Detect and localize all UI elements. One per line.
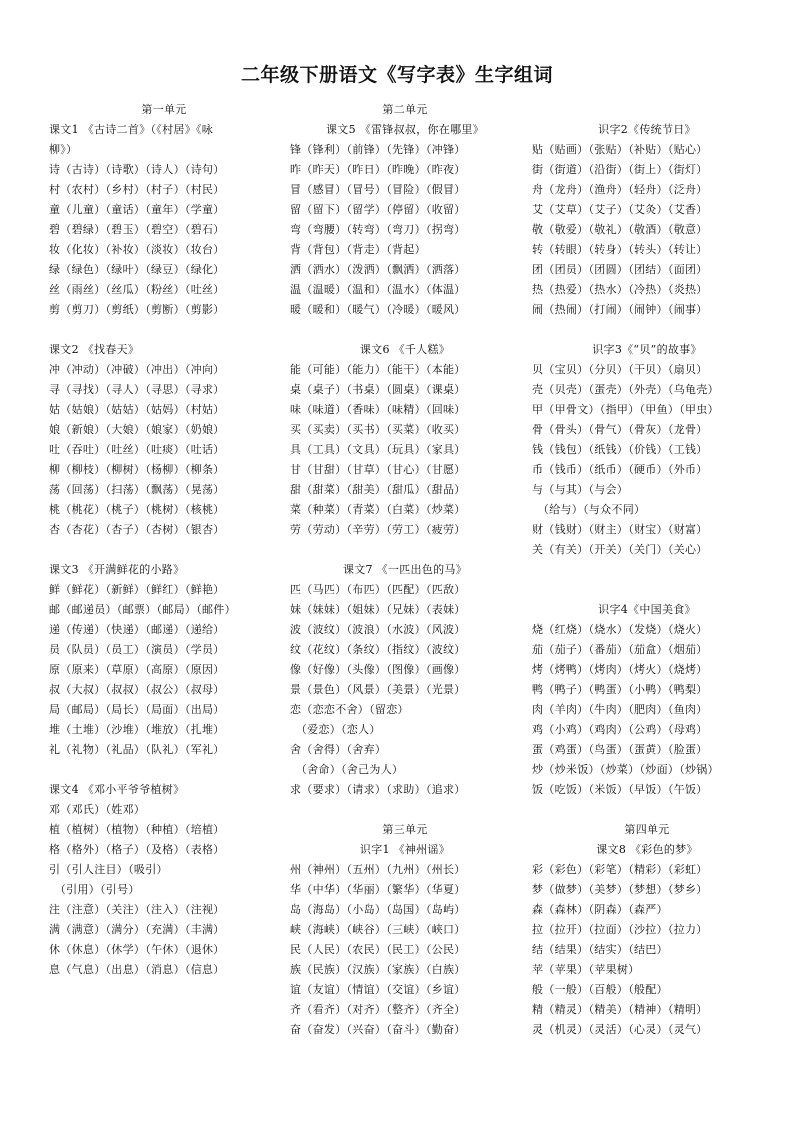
vocab-line: 甜（甜菜）（甜美）（甜瓜）（甜品）: [290, 483, 466, 496]
vocab-line: （舍命）（舍己为人）: [290, 763, 404, 776]
vocab-line: 休（休息）（休学）（午休）（退休）: [49, 943, 225, 956]
vocab-line: 剪（剪刀）（剪纸）（剪断）（剪影）: [49, 303, 225, 316]
vocab-line: 局（邮局）（局长）（局面）（出局）: [49, 703, 225, 716]
vocab-line: 华（中华）（华丽）（繁华）（华夏）: [290, 883, 466, 896]
vocab-line: 恋（恋恋不舍）（留恋）: [290, 703, 409, 716]
column-3: [532, 100, 762, 1040]
vocab-line: 姑（姑娘）（姑姑）（姑妈）（村姑）: [49, 403, 225, 416]
vocab-line: 纹（花纹）（条纹）（指纹）（波纹）: [290, 643, 466, 656]
vocab-line: 灵（机灵）（灵活）（心灵）（灵气）: [532, 1023, 708, 1036]
lesson-heading: 识字4《中国美食》: [598, 603, 696, 616]
vocab-line: 丝（雨丝）（丝瓜）（粉丝）（吐丝）: [49, 283, 225, 296]
vocab-line: （引用）（引号）: [49, 883, 140, 896]
vocab-line: 温（温暖）（温和）（温水）（体温）: [290, 283, 466, 296]
vocab-line: 烤（烤鸭）（烤肉）（烤火）（烧烤）: [532, 663, 708, 676]
vocab-line: 寻（寻找）（寻人）（寻思）（寻求）: [49, 383, 225, 396]
vocab-line: 妹（妹妹）（姐妹）（兄妹）（表妹）: [290, 603, 466, 616]
vocab-line: 妆（化妆）（补妆）（淡妆）（妆台）: [49, 243, 225, 256]
vocab-line: 财（钱财）（财主）（财宝）（财富）: [532, 523, 708, 536]
vocab-line: 饭（吃饭）（米饭）（早饭）（午饭）: [532, 783, 708, 796]
lesson-heading: 课文1 《古诗二首》（《村居》《咏: [49, 123, 214, 136]
vocab-line: 蛋（鸡蛋）（鸟蛋）（蛋黄）（脸蛋）: [532, 743, 708, 756]
vocab-line: 绿（绿色）（绿叶）（绿豆）（绿化）: [49, 263, 225, 276]
vocab-line: 息（气息）（出息）（消息）（信息）: [49, 963, 225, 976]
vocab-line: 民（人民）（农民）（民工）（公民）: [290, 943, 466, 956]
vocab-line: 街（街道）（沿街）（街上）（街灯）: [532, 163, 708, 176]
unit-heading: 第一单元: [141, 103, 187, 116]
lesson-heading: 识字1 《神州谣》: [359, 843, 451, 856]
lesson-heading: 课文6 《千人糕》: [359, 343, 451, 356]
vocab-line: 桃（桃花）（桃子）（桃树）（核桃）: [49, 503, 225, 516]
vocab-line: 甲（甲骨文）（指甲）（甲鱼）（甲虫）: [532, 403, 719, 416]
lesson-heading: 识字3《“贝”的故事》: [592, 343, 702, 356]
lesson-section: [49, 780, 279, 980]
vocab-line: 闹（热闹）（打闹）（闹钟）（闹事）: [532, 303, 708, 316]
unit-heading: 第三单元: [382, 823, 428, 836]
vocab-line: 壳（贝壳）（蛋壳）（外壳）（乌龟壳）: [532, 383, 719, 396]
vocab-line: 留（留下）（留学）（停留）（收留）: [290, 203, 466, 216]
lesson-heading: 课文2 《找春天》: [49, 343, 140, 356]
vocab-line: 敬（敬爱）（敬礼）（敬酒）（敬意）: [532, 223, 708, 236]
lesson-heading: 课文4 《邓小平爷爷植树》: [49, 783, 185, 796]
vocab-line: 鲜（鲜花）（新鲜）（鲜红）（鲜艳）: [49, 583, 225, 596]
vocab-line: 森（森林）（阴森）（森严）: [532, 903, 668, 916]
vocab-line: 背（背包）（背走）（背起）: [290, 243, 426, 256]
vocab-line: 具（工具）（文具）（玩具）（家具）: [290, 443, 466, 456]
vocab-line: 奋（奋发）（兴奋）（奋斗）（勤奋）: [290, 1023, 466, 1036]
vocab-line: 冲（冲动）（冲破）（冲出）（冲向）: [49, 363, 225, 376]
vocab-line: 炒（炒米饭）（炒菜）（炒面）（炒锅）: [532, 763, 719, 776]
lesson-section: [49, 100, 279, 340]
vocab-line: 鸡（小鸡）（鸡肉）（公鸡）（母鸡）: [532, 723, 708, 736]
vocab-line: 舟（龙舟）（渔舟）（轻舟）（泛舟）: [532, 183, 708, 196]
vocab-line: 邓（邓氏）（姓邓）: [49, 803, 146, 816]
lesson-section: [49, 340, 279, 560]
page-title: 二年级下册语文《写字表》生字组词: [240, 64, 553, 86]
vocab-line: 州（神州）（五州）（九州）（州长）: [290, 863, 466, 876]
vocab-line: 菜（种菜）（青菜）（白菜）（炒菜）: [290, 503, 466, 516]
vocab-line: 碧（碧绿）（碧玉）（碧空）（碧石）: [49, 223, 225, 236]
lesson-section: [532, 340, 762, 600]
vocab-line: 谊（友谊）（情谊）（交谊）（乡谊）: [290, 983, 466, 996]
vocab-line: 邮（邮递员）（邮票）（邮局）（邮件）: [49, 603, 236, 616]
vocab-line: 桌（桌子）（书桌）（圆桌）（课桌）: [290, 383, 466, 396]
lesson-heading: 课文5 《雷锋叔叔，你在哪里》: [326, 123, 484, 136]
vocab-line: 吐（吞吐）（吐丝）（吐痰）（吐话）: [49, 443, 225, 456]
vocab-line: 娘（新娘）（大娘）（娘家）（奶娘）: [49, 423, 225, 436]
vocab-line: 艾（艾草）（艾子）（艾灸）（艾香）: [532, 203, 708, 216]
vocab-line: 童（儿童）（童话）（童年）（学童）: [49, 203, 225, 216]
vocab-line: 波（波纹）（波浪）（水波）（风波）: [290, 623, 466, 636]
vocab-line: 甘（甘甜）（甘草）（甘心）（甘愿）: [290, 463, 466, 476]
vocab-line: 茄（茄子）（番茄）（茄盒）（烟茄）: [532, 643, 708, 656]
lesson-heading: 课文7 《一匹出色的马》: [342, 563, 468, 576]
vocab-line: 贴（贴画）（张贴）（补贴）（贴心）: [532, 143, 708, 156]
lesson-section: [290, 820, 520, 1040]
column-2: [290, 100, 520, 1040]
vocab-line: 结（结果）（结实）（结巴）: [532, 943, 668, 956]
lesson-heading: 课文3 《开满鲜花的小路》: [49, 563, 185, 576]
vocab-line: 荡（回荡）（扫荡）（飘荡）（晃荡）: [49, 483, 225, 496]
vocab-line: 柳（柳枝）（柳树）（杨柳）（柳条）: [49, 463, 225, 476]
vocab-line: 骨（骨头）（骨气）（骨灰）（龙骨）: [532, 423, 708, 436]
vocab-line: 堆（土堆）（沙堆）（堆放）（扎堆）: [49, 723, 225, 736]
vocab-line: 景（景色）（风景）（美景）（光景）: [290, 683, 466, 696]
vocab-line: 买（买卖）（买书）（买菜）（收买）: [290, 423, 466, 436]
vocab-line: 锋（锋利）（前锋）（先锋）（冲锋）: [290, 143, 466, 156]
lesson-heading: 课文8 《彩色的梦》: [596, 843, 698, 856]
vocab-line: 弯（弯腰）（转弯）（弯刀）（拐弯）: [290, 223, 466, 236]
vocab-line: 彩（彩色）（彩笔）（精彩）（彩虹）: [532, 863, 708, 876]
vocab-line: 肉（羊肉）（牛肉）（肥肉）（鱼肉）: [532, 703, 708, 716]
lesson-heading: 识字2《传统节日》: [598, 123, 696, 136]
lesson-section: [49, 560, 279, 780]
vocab-line: 递（传递）（快递）（邮递）（递给）: [49, 623, 225, 636]
unit-heading: 第二单元: [382, 103, 428, 116]
vocab-line: 烧（红烧）（烧水）（发烧）（烧火）: [532, 623, 708, 636]
vocab-line: 叔（大叔）（叔叔）（叔公）（叔母）: [49, 683, 225, 696]
vocab-line: 冒（感冒）（冒号）（冒险）（假冒）: [290, 183, 466, 196]
vocab-line: 员（队员）（员工）（演员）（学员）: [49, 643, 225, 656]
vocab-line: 暖（暖和）（暖气）（冷暖）（暖风）: [290, 303, 466, 316]
vocab-line: 团（团员）（团圆）（团结）（面团）: [532, 263, 708, 276]
lesson-section: [532, 820, 762, 1040]
vocab-line: 转（转眼）（转身）（转头）（转让）: [532, 243, 708, 256]
vocab-line: 精（精灵）（精美）（精神）（精明）: [532, 1003, 708, 1016]
vocab-line: 梦（做梦）（美梦）（梦想）（梦乡）: [532, 883, 708, 896]
lesson-section: [532, 100, 762, 340]
vocab-line: 拉（拉开）（拉面）（沙拉）（拉力）: [532, 923, 708, 936]
unit-heading: 第四单元: [624, 823, 670, 836]
vocab-line: 村（农村）（乡村）（村子）（村民）: [49, 183, 225, 196]
vocab-line: 礼（礼物）（礼品）（队礼）（军礼）: [49, 743, 225, 756]
vocab-line: 引（引人注目）（吸引）: [49, 863, 168, 876]
lesson-section: [290, 560, 520, 820]
vocab-line: 植（植树）（植物）（种植）（培植）: [49, 823, 225, 836]
vocab-line: 贝（宝贝）（分贝）（干贝）（扇贝）: [532, 363, 708, 376]
column-1: [49, 100, 279, 980]
vocab-line: 热（热爱）（热水）（冷热）（炎热）: [532, 283, 708, 296]
vocab-line: 峡（海峡）（峡谷）（三峡）（峡口）: [290, 923, 466, 936]
vocab-line: 像（好像）（头像）（图像）（画像）: [290, 663, 466, 676]
lesson-section: [290, 340, 520, 560]
vocab-line: （给与）（与众不同）: [532, 503, 646, 516]
vocab-line: 杏（杏花）（杏子）（杏树）（银杏）: [49, 523, 225, 536]
vocab-line: 齐（看齐）（对齐）（整齐）（齐全）: [290, 1003, 466, 1016]
vocab-line: 苹（苹果）（苹果树）: [532, 963, 640, 976]
vocab-line: 昨（昨天）（昨日）（昨晚）（昨夜）: [290, 163, 466, 176]
vocab-line: 币（钱币）（纸币）（硬币）（外币）: [532, 463, 708, 476]
vocab-line: （爱恋）（恋人）: [290, 723, 381, 736]
vocab-line: 岛（海岛）（小岛）（岛国）（岛屿）: [290, 903, 466, 916]
vocab-line: 鸭（鸭子）（鸭蛋）（小鸭）（鸭梨）: [532, 683, 708, 696]
vocab-line: 满（满意）（满分）（充满）（丰满）: [49, 923, 225, 936]
vocab-line: 舍（舍得）（舍弃）: [290, 743, 387, 756]
lesson-section: [532, 600, 762, 820]
vocab-line: 洒（洒水）（泼洒）（飘洒）（洒落）: [290, 263, 466, 276]
vocab-line: 族（民族）（汉族）（家族）（白族）: [290, 963, 466, 976]
vocab-line: 注（注意）（关注）（注入）（注视）: [49, 903, 225, 916]
vocab-line: 味（味道）（香味）（味精）（回味）: [290, 403, 466, 416]
vocab-line: 匹（马匹）（布匹）（匹配）（匹敌）: [290, 583, 466, 596]
lesson-section: [290, 100, 520, 340]
vocab-line: 能（可能）（能力）（能干）（本能）: [290, 363, 466, 376]
vocab-line: 柳》）: [49, 143, 78, 156]
vocab-line: 诗（古诗）（诗歌）（诗人）（诗句）: [49, 163, 225, 176]
vocab-line: 般（一般）（百般）（般配）: [532, 983, 668, 996]
vocab-line: 求（要求）（请求）（求助）（追求）: [290, 783, 466, 796]
vocab-line: 钱（钱包）（纸钱）（价钱）（工钱）: [532, 443, 708, 456]
vocab-line: 与（与其）（与会）: [532, 483, 629, 496]
vocab-line: 原（原来）（草原）（高原）（原因）: [49, 663, 225, 676]
vocab-line: 劳（劳动）（辛劳）（劳工）（疲劳）: [290, 523, 466, 536]
vocab-line: 格（格外）（格子）（及格）（表格）: [49, 843, 225, 856]
vocab-line: 关（有关）（开关）（关门）（关心）: [532, 543, 708, 556]
